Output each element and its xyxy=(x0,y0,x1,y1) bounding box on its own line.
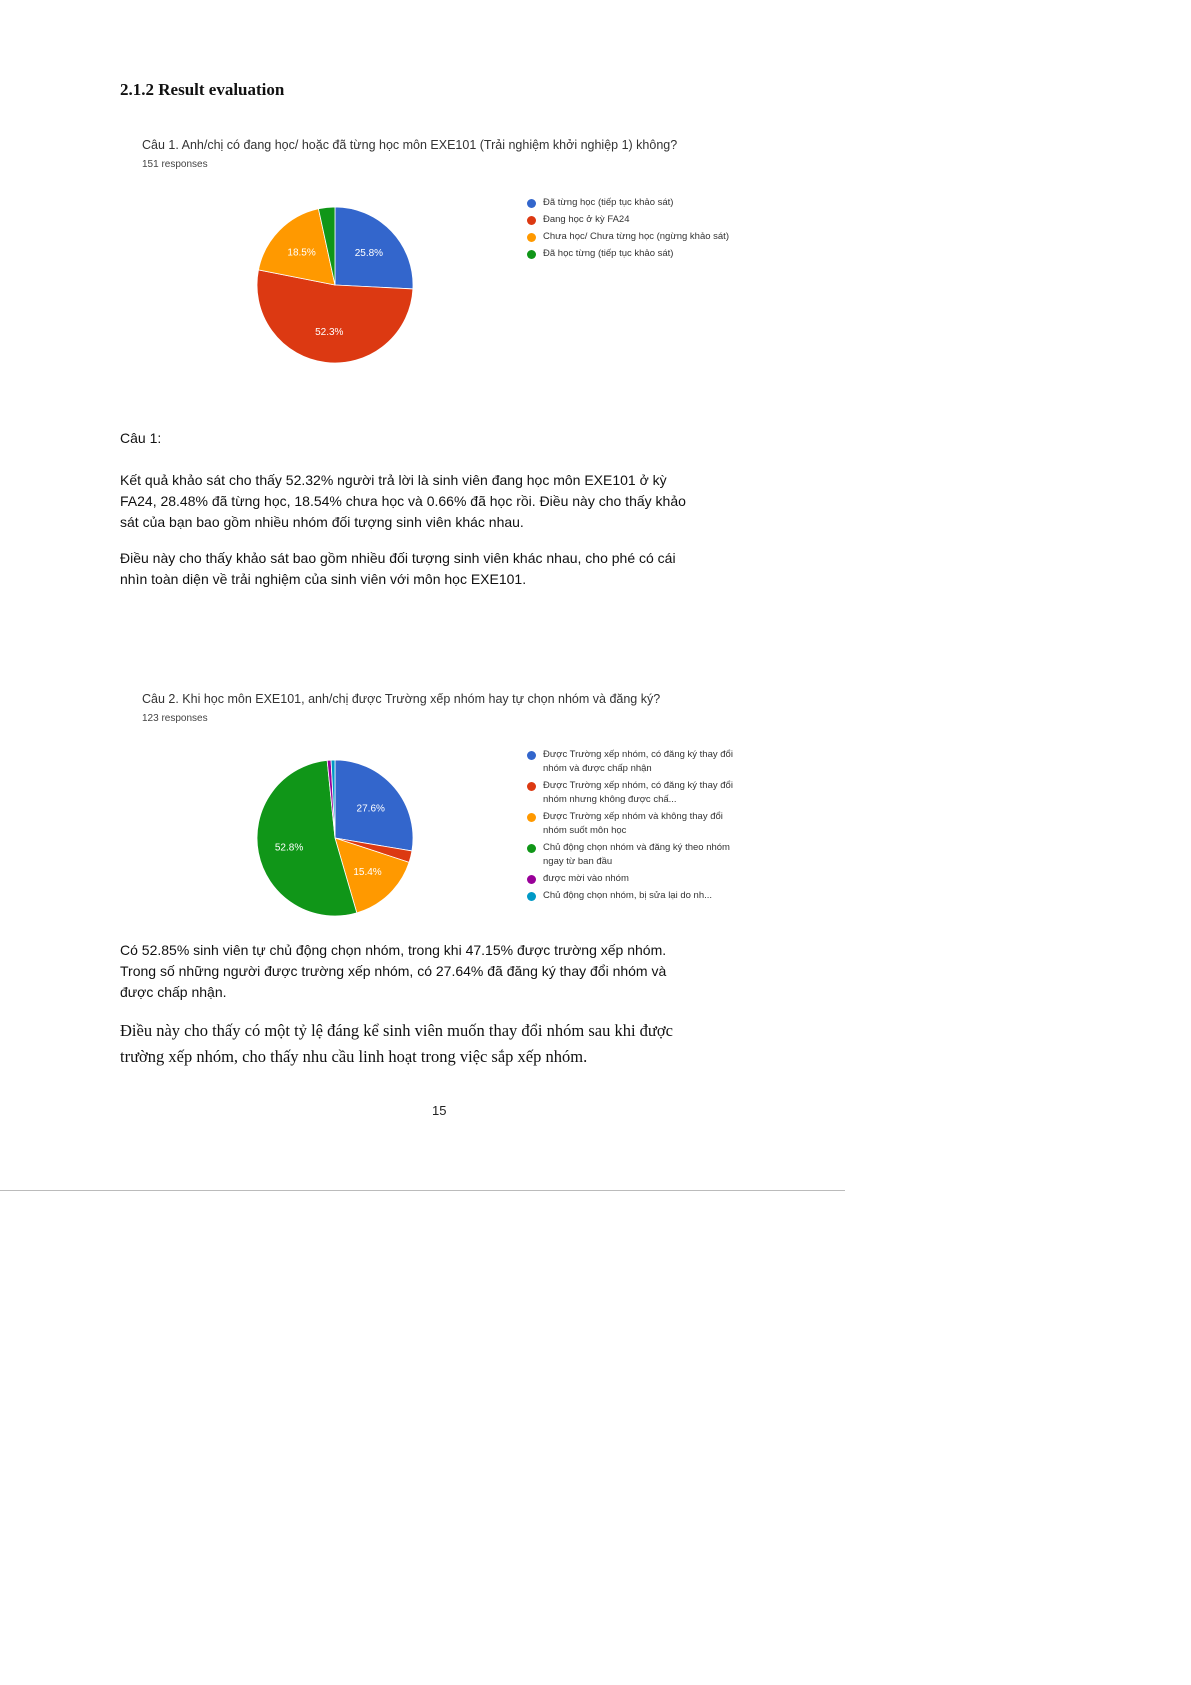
chart-1-slice-2-label: 52.3% xyxy=(315,326,344,338)
legend-dot-icon xyxy=(527,199,536,208)
chart-1-legend-item xyxy=(527,196,737,210)
legend-dot-icon xyxy=(527,233,536,242)
chart-1-legend-item xyxy=(527,213,737,227)
chart-1-legend-label: Đã từng học (tiếp tục khảo sát) xyxy=(543,197,674,208)
chart-2-legend-item xyxy=(527,889,737,903)
chart-2-legend-item xyxy=(527,841,737,869)
chart-2-legend-label: được mời vào nhóm xyxy=(543,873,629,884)
section-heading: 2.1.2 Result evaluation xyxy=(120,80,285,99)
chart-2-legend-item xyxy=(527,872,737,886)
chart-1-title: Câu 1. Anh/chị có đang học/ hoặc đã từng học môn EXE101 (Trải nghiệm khởi nghiệp 1) không? xyxy=(142,138,678,152)
chart-2-legend-label: Chủ động chọn nhóm, bị sửa lại do nh... xyxy=(543,890,713,901)
chart-1-legend-item xyxy=(527,247,737,261)
chart-2-slice-4-label: 52.8% xyxy=(274,842,304,854)
chart-1-legend xyxy=(527,196,737,264)
legend-dot-icon xyxy=(527,844,536,853)
chart-2-legend-item xyxy=(527,810,737,838)
paragraph-2-line: Điều này cho thấy khảo sát bao gồm nhiều đối tượng sinh viên khác nhau, cho phé có cái xyxy=(120,550,676,566)
chart-2-slice-3-label: 15.4% xyxy=(353,867,382,879)
chart-2-title: Câu 2. Khi học môn EXE101, anh/chị được Trường xếp nhóm hay tự chọn nhóm và đăng ký? xyxy=(142,692,661,706)
chart-1-legend-label: Chưa học/ Chưa từng học (ngừng khảo sát) xyxy=(543,231,729,242)
paragraph-4-line: Điều này cho thấy có một tỷ lệ đáng kể sinh viên muốn thay đổi nhóm sau khi được xyxy=(120,1021,673,1040)
pie-chart-2 xyxy=(245,748,425,928)
pie-chart-1 xyxy=(245,195,425,375)
page-divider xyxy=(0,1190,845,1191)
paragraph-3-line: Trong số những người được trường xếp nhóm, có 27.64% đã đăng ký thay đổi nhóm và xyxy=(120,963,667,979)
legend-dot-icon xyxy=(527,751,536,760)
paragraph-3-line: được chấp nhận. xyxy=(120,984,227,1000)
legend-dot-icon xyxy=(527,875,536,884)
paragraph-1-line: FA24, 28.48% đã từng học, 18.54% chưa học và 0.66% đã học rồi. Điều này cho thấy khảo xyxy=(120,493,686,509)
legend-dot-icon xyxy=(527,216,536,225)
chart-1-legend-item xyxy=(527,230,737,244)
chart-1-slice-3-label: 18.5% xyxy=(287,247,316,259)
cau1-label: Câu 1: xyxy=(120,430,162,446)
chart-1-responses: 151 responses xyxy=(142,159,208,170)
chart-2-slice-1-label: 27.6% xyxy=(356,803,385,815)
paragraph-2 xyxy=(120,548,676,590)
paragraph-2-line: nhìn toàn diện về trải nghiệm của sinh viên với môn học EXE101. xyxy=(120,571,527,587)
chart-2-legend-item xyxy=(527,779,737,807)
chart-2-legend-label: Được Trường xếp nhóm và không thay đổi nhóm suốt môn học xyxy=(543,811,723,836)
paragraph-4 xyxy=(120,1018,673,1070)
chart-2-responses: 123 responses xyxy=(142,713,208,724)
chart-1-legend-label: Đang học ở kỳ FA24 xyxy=(543,214,630,225)
legend-dot-icon xyxy=(527,813,536,822)
chart-1-legend-label: Đã học từng (tiếp tục khảo sát) xyxy=(543,248,674,259)
paragraph-4-line: trường xếp nhóm, cho thấy nhu cầu linh hoạt trong việc sắp xếp nhóm. xyxy=(120,1047,588,1066)
chart-2-legend xyxy=(527,748,737,906)
legend-dot-icon xyxy=(527,782,536,791)
chart-2-legend-label: Được Trường xếp nhóm, có đăng ký thay đổi nhóm và được chấp nhận xyxy=(543,749,733,774)
page-number: 15 xyxy=(432,1103,447,1118)
paragraph-3-line: Có 52.85% sinh viên tự chủ động chọn nhóm, trong khi 47.15% được trường xếp nhóm. xyxy=(120,942,667,958)
chart-1-slice-1-label: 25.8% xyxy=(354,248,384,260)
paragraph-3 xyxy=(120,940,666,1003)
chart-2-legend-item xyxy=(527,748,737,776)
chart-2-legend-label: Được Trường xếp nhóm, có đăng ký thay đổi nhóm nhưng không được chấ... xyxy=(543,780,733,805)
paragraph-1-line: Kết quả khảo sát cho thấy 52.32% người trả lời là sinh viên đang học môn EXE101 ở kỳ xyxy=(120,472,667,488)
chart-2-legend-label: Chủ động chọn nhóm và đăng ký theo nhóm ngay từ ban đầu xyxy=(543,842,730,867)
paragraph-1-line: sát của bạn bao gồm nhiều nhóm đối tượng sinh viên khác nhau. xyxy=(120,514,524,530)
legend-dot-icon xyxy=(527,892,536,901)
legend-dot-icon xyxy=(527,250,536,259)
paragraph-1 xyxy=(120,470,686,533)
